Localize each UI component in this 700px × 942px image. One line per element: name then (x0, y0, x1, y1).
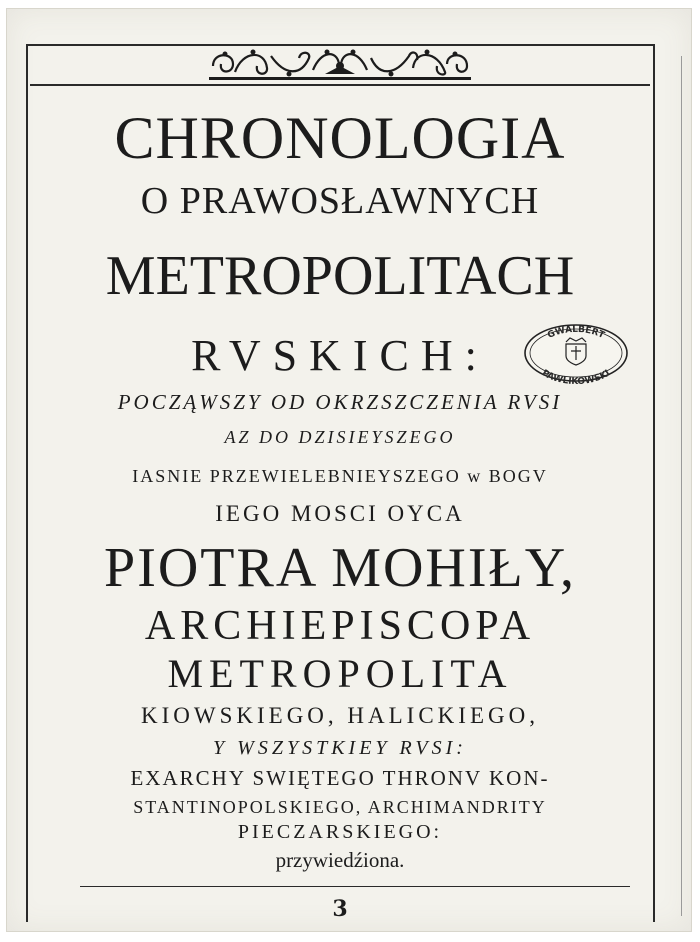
subtitle-az-do: AZ DO DZISIEYSZEGO (224, 427, 456, 447)
title-pieczarskiego: PIECZARSKIEGO: (237, 821, 443, 843)
stamp-top-text: GWALBERT (546, 324, 606, 341)
subtitle-iego-mosci: IEGO MOSCI OYCA (215, 501, 465, 526)
title-ruskich: RVSKICH: (191, 331, 489, 380)
frame-rule-left (26, 44, 28, 922)
title-metropolita: METROPOLITA (167, 651, 513, 696)
subtitle-poczawszy: POCZĄWSZY OD OKRZSZCZENIA RVSI (117, 390, 563, 414)
rule-under-ornament (30, 84, 650, 86)
subtitle-iasnie: IASNIE PRZEWIELEBNIEYSZEGO w BOGV (132, 466, 548, 486)
title-o-prawoslawnych: O PRAWOSŁAWNYCH (140, 180, 540, 222)
title-archiepiscopa: ARCHIEPISCOPA (144, 603, 536, 649)
title-kiowskiego: KIOWSKIEGO, HALICKIEGO, (141, 703, 539, 728)
title-stantinopolskiego: STANTINOPOLSKIEGO, ARCHIMANDRITY (133, 797, 547, 817)
ownership-stamp (522, 322, 630, 384)
rule-bottom (80, 886, 630, 887)
stamp-bottom-text: PAWLIKOWSKI (539, 368, 613, 384)
title-wszystkiey-rusi: Y WSZYSTKIEY RVSI: (213, 737, 467, 759)
page-number: 3 (332, 896, 348, 922)
headpiece-ornament (205, 44, 475, 84)
title-exarchy: EXARCHY SWIĘTEGO THRONV KON- (130, 766, 550, 790)
frame-rule-right-outer (681, 56, 682, 916)
frame-rule-right (653, 44, 655, 922)
title-chronologia: CHRONOLOGIA (114, 105, 566, 171)
name-piotra-mohily: PIOTRA MOHIŁY, (104, 537, 576, 599)
title-metropolitach: METROPOLITACH (105, 245, 575, 307)
title-przywiedziona: przywiedźiona. (275, 848, 405, 872)
